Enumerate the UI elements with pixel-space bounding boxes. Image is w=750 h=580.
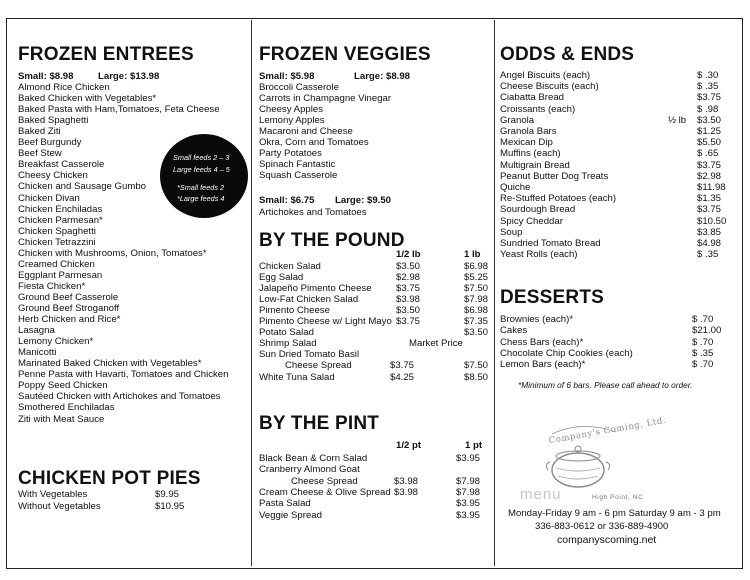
odds-price: $3.50 — [697, 114, 722, 126]
badge-line: *Small feeds 2 — [177, 183, 225, 192]
entree-item: Chicken Spaghetti — [18, 225, 96, 237]
odds-item: Sundried Tomato Bread — [500, 238, 601, 249]
pot-pie-price: $9.95 — [155, 489, 180, 500]
entree-item: Chicken Enchiladas — [18, 203, 103, 215]
odds-price: $10.50 — [697, 215, 727, 227]
dessert-item: Lemon Bars (each)* — [500, 359, 586, 371]
frozen-entrees-title: FROZEN ENTREES — [18, 44, 194, 65]
pound-half-price: $2.98 — [396, 272, 421, 284]
by-the-pint-title: BY THE PINT — [259, 413, 380, 434]
logo-city: High Point, NC — [592, 494, 644, 501]
odds-price: $ .35 — [697, 81, 719, 93]
column-divider-right — [494, 20, 495, 566]
odds-price: $ .98 — [697, 103, 719, 115]
entree-item: Beef Burgundy — [18, 137, 82, 149]
pound-full-price: $7.98 — [464, 294, 489, 306]
pound-full-price: $6.98 — [464, 305, 489, 317]
odds-item: Croissants (each) — [500, 103, 576, 115]
pound-item: Chicken Salad — [259, 261, 321, 272]
pint-half-price: $3.98 — [394, 486, 419, 498]
odds-item: Sourdough Bread — [500, 204, 576, 216]
pound-item: Jalapeño Pimento Cheese — [259, 283, 372, 295]
dessert-price: $ .35 — [692, 347, 714, 359]
pint-header-full: 1 pt — [465, 440, 483, 451]
odds-price: $3.75 — [697, 92, 722, 104]
pound-header-half: 1/2 lb — [396, 249, 421, 260]
veggie-item: Party Potatoes — [259, 148, 322, 160]
veggie-item: Lemony Apples — [259, 115, 325, 127]
veggie-item: Squash Casserole — [259, 170, 338, 182]
pound-item: White Tuna Salad — [259, 371, 335, 383]
entree-item: Baked Chicken with Vegetables* — [18, 93, 157, 105]
entree-item: Eggplant Parmesan — [18, 269, 103, 281]
odds-item: Angel Biscuits (each) — [500, 70, 591, 81]
odds-price: $4.98 — [697, 238, 722, 249]
odds-price: $11.98 — [697, 182, 726, 193]
chicken-pot-pies-title: CHICKEN POT PIES — [18, 468, 201, 489]
entree-large-price: Large: $13.98 — [98, 71, 160, 82]
entree-item: Chicken Divan — [18, 192, 80, 204]
pint-item: Cheese Spread — [291, 475, 358, 487]
odds-price: $3.75 — [697, 159, 722, 171]
entree-item: Chicken with Mushrooms, Onion, Tomatoes* — [18, 247, 207, 259]
entree-small-price: Small: $8.98 — [18, 71, 74, 82]
entree-item: Herb Chicken and Rice* — [18, 314, 121, 326]
desserts-title: DESSERTS — [500, 287, 605, 308]
pound-half-price: $3.75 — [396, 316, 421, 328]
logo-company-name: Company's Coming, Ltd. — [548, 415, 667, 447]
pint-item: Cream Cheese & Olive Spread — [259, 486, 391, 498]
pound-full-price: Market Price — [409, 338, 463, 350]
pound-header-full: 1 lb — [464, 249, 481, 260]
entree-item: Ground Beef Casserole — [18, 291, 119, 303]
pound-item: Sun Dried Tomato Basil — [259, 349, 360, 361]
pint-full-price: $7.98 — [456, 486, 481, 498]
veggie-item: Macaroni and Cheese — [259, 126, 353, 138]
pint-item: Black Bean & Corn Salad — [259, 453, 368, 464]
entree-item: Baked Pasta with Ham,Tomatoes, Feta Cheese — [18, 104, 220, 116]
odds-price: $1.25 — [697, 126, 722, 137]
pound-full-price: $7.50 — [464, 360, 489, 372]
entree-item: Baked Ziti — [18, 126, 61, 138]
pound-item: Pimento Cheese — [259, 305, 330, 317]
pint-item: Veggie Spread — [259, 509, 322, 521]
entree-item: Baked Spaghetti — [18, 115, 89, 127]
odds-item: Muffins (each) — [500, 148, 561, 160]
dessert-price: $ .70 — [692, 314, 714, 325]
odds-item: Ciabatta Bread — [500, 92, 564, 104]
logo-menu-watermark: menu — [520, 486, 562, 503]
odds-item: Peanut Butter Dog Treats — [500, 170, 609, 182]
badge-line: Small feeds 2 – 3 — [173, 153, 230, 162]
pound-full-price: $6.98 — [464, 261, 489, 272]
odds-qty: ½ lb — [668, 114, 687, 126]
entree-item: Chicken Tetrazzini — [18, 236, 96, 248]
veggie-small-price: Small: $5.98 — [259, 71, 315, 82]
entree-item: Penne Pasta with Havarti, Tomatoes and Chicken — [18, 369, 229, 381]
dessert-item: Brownies (each)* — [500, 314, 574, 325]
pound-half-price: $3.50 — [396, 261, 421, 272]
website-link[interactable]: companyscoming.net — [557, 534, 657, 546]
veggie-large-price: Large: $8.98 — [354, 71, 410, 82]
pound-half-price: $3.50 — [396, 305, 421, 317]
entree-item: Fiesta Chicken* — [18, 280, 86, 292]
veggie-item: Artichokes and Tomatoes — [259, 207, 367, 218]
pound-half-price: $3.75 — [396, 283, 421, 295]
pint-full-price: $3.95 — [456, 498, 481, 510]
veggie-item: Carrots in Champagne Vinegar — [259, 93, 392, 105]
pound-half-price: $4.25 — [390, 371, 415, 383]
entree-item: Lemony Chicken* — [18, 336, 94, 348]
odds-item: Granola — [500, 114, 535, 126]
by-the-pound-title: BY THE POUND — [259, 230, 405, 251]
dessert-item: Chocolate Chip Cookies (each) — [500, 347, 633, 359]
pot-pie-item: With Vegetables — [18, 489, 88, 500]
entree-item: Almond Rice Chicken — [18, 82, 110, 93]
odds-price: $ .65 — [697, 148, 719, 160]
odds-item: Granola Bars — [500, 126, 557, 137]
odds-item: Mexican Dip — [500, 137, 553, 149]
entree-item: Chicken and Sausage Gumbo — [18, 181, 146, 193]
dessert-price: $ .70 — [692, 336, 714, 348]
entree-item: Creamed Chicken — [18, 258, 95, 270]
odds-item: Quiche — [500, 182, 531, 193]
entree-item: Breakfast Casserole — [18, 159, 105, 171]
pound-half-price: $3.98 — [396, 294, 421, 306]
pint-full-price: $3.95 — [456, 453, 481, 464]
dessert-item: Chess Bars (each)* — [500, 336, 584, 348]
entree-item: Manicotti — [18, 347, 57, 359]
portion-badge — [160, 134, 248, 218]
pound-full-price: $7.50 — [464, 283, 489, 295]
desserts-note: *Minimum of 6 bars. Please call ahead to order. — [518, 380, 693, 390]
pot-pie-item: Without Vegetables — [18, 501, 101, 512]
entree-item: Smothered Enchiladas — [18, 402, 115, 414]
pint-full-price: $3.95 — [456, 509, 481, 521]
pound-full-price: $8.50 — [464, 371, 489, 383]
odds-price: $3.85 — [697, 226, 722, 238]
pound-item: Pimento Cheese w/ Light Mayo — [259, 316, 392, 328]
pot-pie-price: $10.95 — [155, 501, 185, 512]
veggie-item: Cheesy Apples — [259, 104, 323, 116]
odds-item: Soup — [500, 226, 523, 238]
veggie-small-price-2: Small: $6.75 — [259, 195, 315, 206]
odds-item: Re-Stuffed Potatoes (each) — [500, 193, 617, 205]
pound-item: Potato Salad — [259, 327, 314, 339]
pint-full-price: $7.98 — [456, 475, 481, 487]
pint-half-price: $3.98 — [394, 475, 419, 487]
frozen-veggies-title: FROZEN VEGGIES — [259, 44, 431, 65]
dessert-item: Cakes — [500, 325, 528, 337]
pound-item: Egg Salad — [259, 272, 304, 284]
entree-item: Sautéed Chicken with Artichokes and Tomatoes — [18, 391, 221, 403]
entree-item: Cheesy Chicken — [18, 170, 88, 182]
odds-item: Yeast Rolls (each) — [500, 249, 578, 261]
veggie-item: Okra, Corn and Tomatoes — [259, 137, 369, 149]
entree-item: Lasagna — [18, 325, 55, 337]
entree-item: Beef Stew — [18, 148, 62, 160]
pound-full-price: $3.50 — [464, 327, 489, 339]
badge-line: Large feeds 4 – 5 — [173, 165, 230, 174]
entree-item: Marinated Baked Chicken with Vegetables* — [18, 358, 202, 370]
pint-item: Pasta Salad — [259, 498, 311, 510]
odds-price: $ .35 — [697, 249, 719, 261]
pound-full-price: $5.25 — [464, 272, 489, 284]
entree-item: Ground Beef Stroganoff — [18, 303, 120, 314]
odds-price: $ .30 — [697, 70, 719, 81]
column-divider-left — [251, 20, 252, 566]
pint-item: Cranberry Almond Goat — [259, 464, 360, 476]
entree-item: Poppy Seed Chicken — [18, 380, 108, 392]
odds-ends-title: ODDS & ENDS — [500, 44, 635, 65]
store-hours: Monday-Friday 9 am - 6 pm Saturday 9 am - 3 pm — [508, 508, 721, 519]
pound-item: Shrimp Salad — [259, 338, 317, 350]
odds-item: Cheese Biscuits (each) — [500, 81, 599, 93]
odds-price: $2.98 — [697, 170, 722, 182]
odds-item: Spicy Cheddar — [500, 215, 563, 227]
pint-header-half: 1/2 pt — [396, 440, 422, 451]
pound-half-price: $3.75 — [390, 360, 415, 372]
odds-item: Multigrain Bread — [500, 159, 570, 171]
pound-full-price: $7.35 — [464, 316, 489, 328]
store-phones: 336-883-0612 or 336-889-4900 — [535, 521, 669, 532]
veggie-item: Broccoli Casserole — [259, 82, 339, 93]
veggie-item: Spinach Fantastic — [259, 159, 336, 171]
pound-item: Cheese Spread — [285, 360, 352, 372]
odds-price: $1.35 — [697, 193, 722, 205]
odds-price: $3.75 — [697, 204, 722, 216]
entree-item: Chicken Parmesan* — [18, 214, 103, 226]
dessert-price: $ .70 — [692, 359, 714, 371]
odds-price: $5.50 — [697, 137, 722, 149]
entree-item: Ziti with Meat Sauce — [18, 413, 105, 425]
badge-line: *Large feeds 4 — [177, 194, 225, 203]
veggie-large-price-2: Large: $9.50 — [335, 195, 391, 206]
dessert-price: $21.00 — [692, 325, 722, 337]
pound-item: Low-Fat Chicken Salad — [259, 294, 359, 306]
